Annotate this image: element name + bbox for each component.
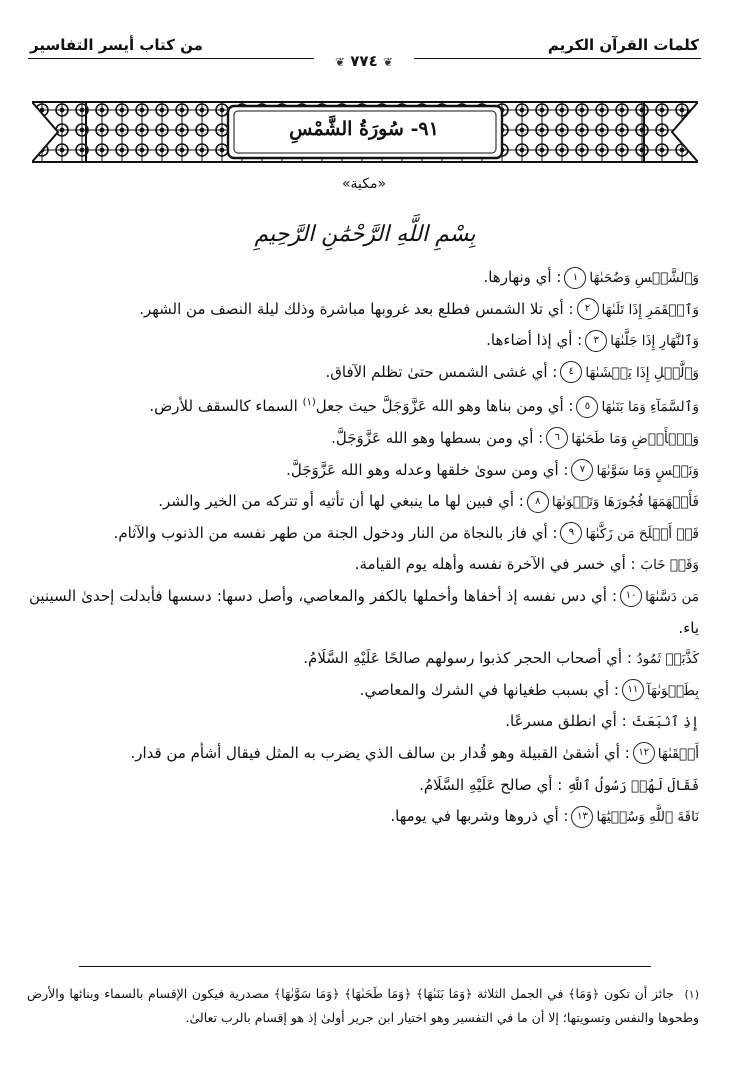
- verse-fragment: وَنَفۡسٍ وَمَا سَوَّىٰهَا: [596, 462, 699, 479]
- verse-fragment: إِذِ ٱنۢبَعَثَ: [631, 714, 699, 731]
- explanation-text: : أي ونهارها.: [483, 268, 562, 286]
- revelation-type: «مكية»: [341, 176, 387, 192]
- verse-fragment: وَقَدۡ خَابَ: [640, 557, 699, 574]
- verse-fragment: وَٱلۡأَرۡضِ وَمَا طَحَىٰهَا: [571, 430, 699, 447]
- glossary-line: [29, 325, 699, 357]
- explanation-text: : أي ذروها وشربها في يومها.: [390, 807, 569, 826]
- ayah-number: ١٣: [571, 806, 593, 828]
- ayah-number: ١٠: [620, 585, 642, 607]
- word-glossary: [29, 262, 699, 833]
- ornament-icon: ❦: [382, 55, 394, 69]
- page-number-box: [314, 50, 414, 72]
- glossary-line: [29, 643, 699, 675]
- explanation-text: : أي أشقىٰ القبيلة وهو قُدار بن سالف الذي يضرب به المثل فيقال أشأم من قدار.: [130, 743, 630, 762]
- ayah-number: ٥: [576, 396, 598, 418]
- explanation-text: : أي انطلق مسرعًا.: [505, 712, 627, 731]
- basmala: بِسْمِ اللَّهِ الرَّحْمَٰنِ الرَّحِيمِ: [254, 222, 476, 247]
- glossary-line: [29, 581, 699, 643]
- glossary-line: [29, 357, 699, 389]
- glossary-line: [29, 801, 699, 833]
- verse-fragment: أَشۡقَىٰهَا: [657, 745, 699, 762]
- explanation-text: : أي تلا الشمس فطلع بعد غروبها مباشرة وذلك ليلة النصف من الشهر.: [139, 299, 574, 318]
- verse-fragment: نَاقَةَ ٱللَّهِ وَسُقۡيَٰهَا: [596, 809, 699, 826]
- explanation-text: السماء كالسقف للأرض.: [149, 397, 303, 416]
- glossary-line: [29, 738, 699, 770]
- verse-fragment: فَقَالَ لَهُمۡ رَسُولُ ٱللَّهِ: [567, 777, 699, 794]
- page-number: ٧٧٤: [350, 52, 378, 70]
- glossary-line: [29, 486, 699, 518]
- ayah-number: ٤: [560, 361, 582, 383]
- verse-fragment: قَدۡ أَفۡلَحَ مَن زَكَّىٰهَا: [585, 525, 699, 542]
- explanation-text: : أي ومن سوىٰ خلقها وعدله وهو الله عَزَّوَجَلَّ.: [286, 460, 569, 479]
- ayah-number: ٦: [546, 427, 568, 449]
- ayah-number: ٢: [577, 298, 599, 320]
- glossary-line: [29, 423, 699, 455]
- explanation-text: : أي بسبب طغيانها في الشرك والمعاصي.: [359, 680, 619, 699]
- footnote-reference: (١): [302, 397, 316, 409]
- explanation-text: : أي إذا أضاءها.: [486, 331, 583, 350]
- footnote: [27, 982, 699, 1029]
- running-header-right: كلمات القرآن الكريم: [547, 36, 699, 54]
- explanation-text: : أي فبين لها ما ينبغي لها أن تأتيه أو تتركه من الخير والشر.: [158, 492, 524, 511]
- glossary-line: [29, 294, 699, 326]
- explanation-text: : أي غشى الشمس حتىٰ تظلم الآفاق.: [325, 362, 558, 381]
- surah-title: ٩١- سُورَةُ الشَّمْسِ: [289, 118, 439, 140]
- glossary-line: [29, 455, 699, 487]
- ayah-number: ٣: [585, 330, 607, 352]
- glossary-line: [29, 518, 699, 550]
- explanation-text: : أي فاز بالنجاة من النار ودخول الجنة من طهر نفسه من الذنوب والآثام.: [113, 523, 558, 542]
- verse-fragment: فَأَلۡهَمَهَا فُجُورَهَا وَتَقۡوَىٰهَا: [551, 494, 699, 511]
- verse-fragment: وَٱلنَّهَارِ إِذَا جَلَّىٰهَا: [610, 333, 699, 350]
- explanation-text: : أي ومن بسطها وهو الله عَزَّوَجَلَّ.: [331, 428, 544, 447]
- ayah-number: ١١: [622, 679, 644, 701]
- ayah-number: ١: [564, 267, 586, 289]
- verse-fragment: كَذَّبَتۡ ثَمُودُ: [636, 651, 699, 668]
- footnote-mark: (١): [684, 988, 699, 1001]
- glossary-line: [29, 706, 699, 738]
- glossary-line: [29, 770, 699, 802]
- explanation-text: : أي أصحاب الحجر كذبوا رسولهم صالحًا عَلَيْهِ السَّلَامُ.: [303, 649, 632, 668]
- glossary-line: [29, 262, 699, 294]
- explanation-text: : أي خسر في الآخرة نفسه وأهله يوم القيامة.: [354, 555, 636, 574]
- verse-fragment: وَٱلشَّمۡسِ وَضُحَىٰهَا: [589, 270, 699, 286]
- footnote-rule: [79, 966, 651, 967]
- ayah-number: ٩: [560, 522, 582, 544]
- glossary-line: [29, 675, 699, 707]
- ayah-number: ١٢: [633, 742, 655, 764]
- running-header-left: من كتاب أيسر التفاسير: [30, 36, 203, 54]
- ayah-number: ٧: [571, 459, 593, 481]
- verse-fragment: مَن دَسَّىٰهَا: [645, 588, 699, 605]
- ayah-number: ٨: [527, 491, 549, 513]
- ornament-icon: ❦: [334, 55, 346, 69]
- footnote-text: جائز أن تكون ﴿وَمَا﴾ في الجمل الثلاثة ﴿وَمَا بَنَىٰهَا﴾ ﴿وَمَا طَحَىٰهَا﴾ ﴿وَمَا سَوَّىٰهَا﴾ مصدرية فيكون الإقسام بالسماء وبنائها والأرض وطحوها والنفس وتسويتها؛ إلا أن ما في التفسير وهو اختيار ابن جرير أولىٰ إذ هو إقسام بالرب تعالىٰ.: [27, 986, 699, 1025]
- verse-fragment: وَٱلسَّمَآءِ وَمَا بَنَىٰهَا: [601, 399, 699, 416]
- verse-fragment: وَٱلَّيۡلِ إِذَا يَغۡشَىٰهَا: [585, 364, 699, 381]
- glossary-line: [29, 549, 699, 581]
- glossary-line: [29, 388, 699, 423]
- explanation-text: : أي ومن بناها وهو الله عَزَّوَجَلَّ حيث جعل: [315, 397, 574, 416]
- explanation-text: : أي دس نفسه إذ أخفاها وأخملها بالكفر والمعاصي، وأصل دسها: دسسها فأبدلت إحدىٰ السينين ياء.: [29, 586, 699, 637]
- verse-fragment: وَٱلۡقَمَرِ إِذَا تَلَىٰهَا: [601, 301, 699, 318]
- explanation-text: : أي صالح عَلَيْهِ السَّلَامُ.: [419, 775, 563, 794]
- verse-fragment: بِطَغۡوَىٰهَآ: [646, 682, 699, 699]
